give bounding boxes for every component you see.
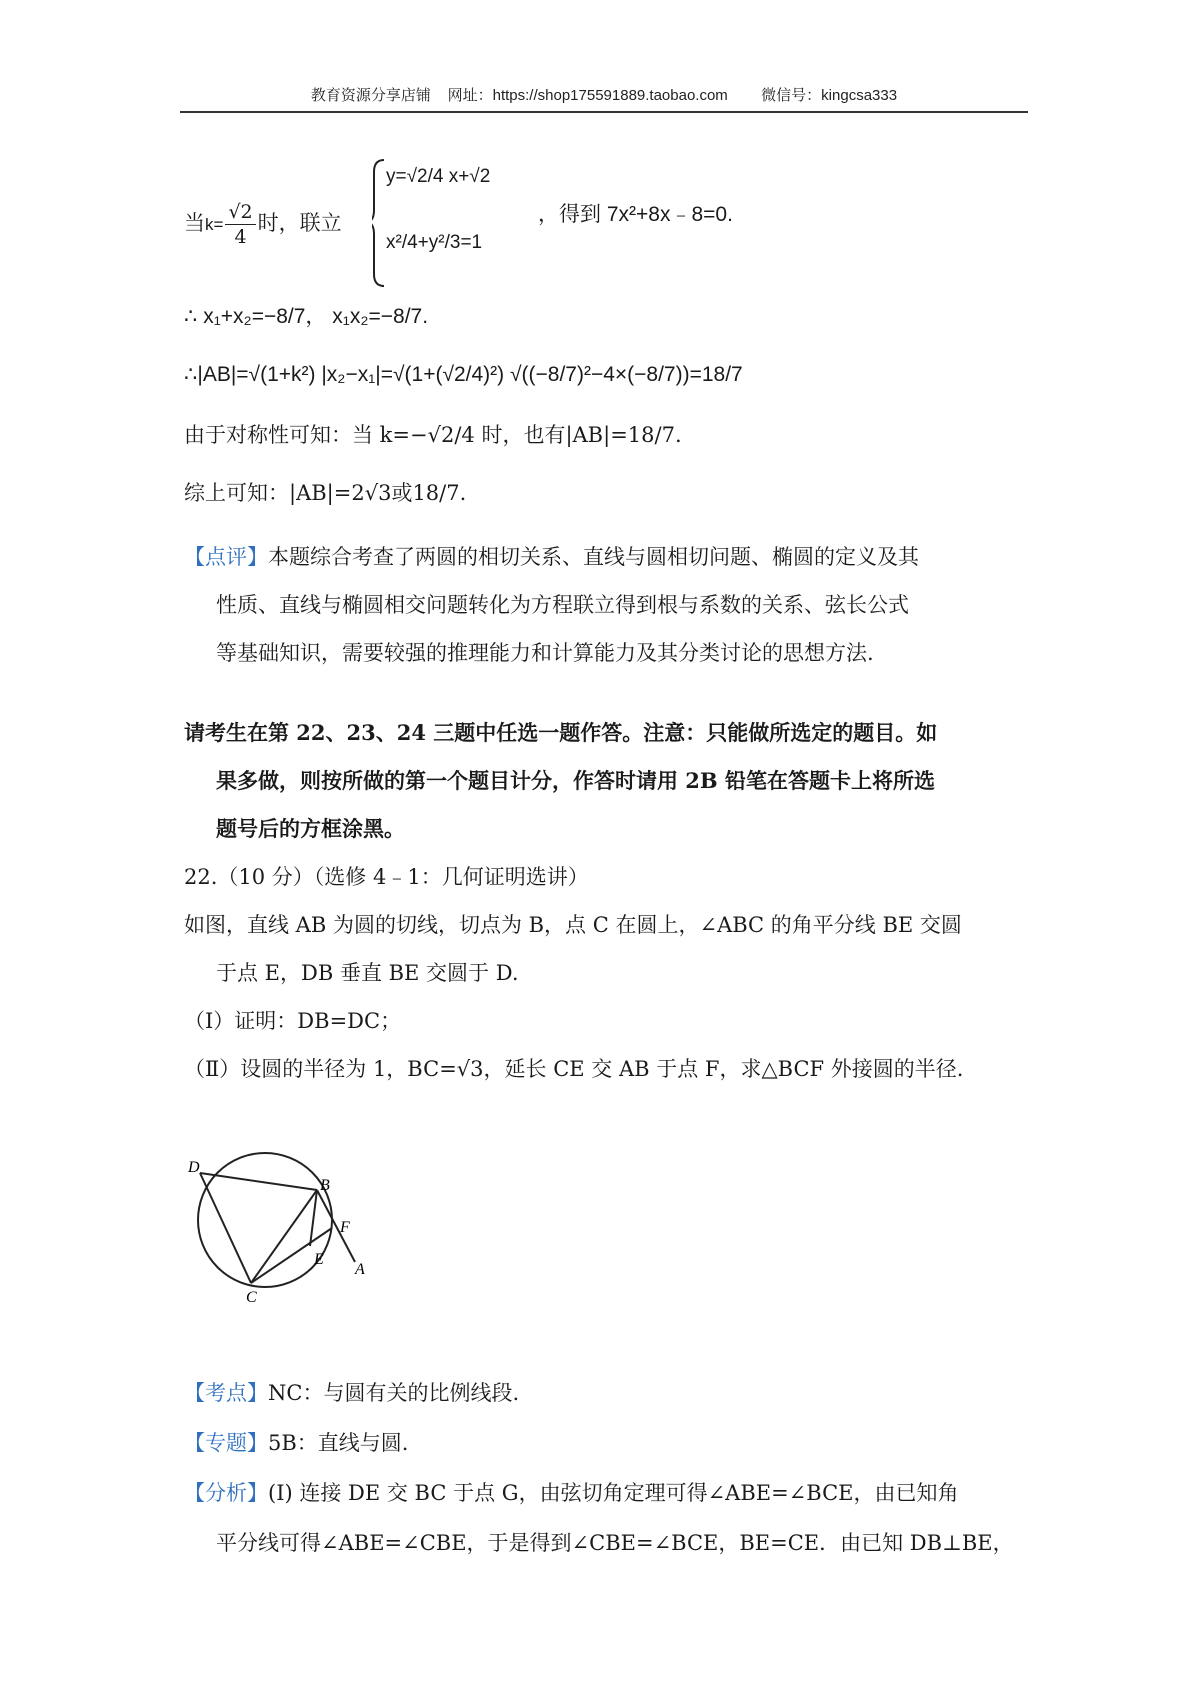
label-D: D [188,1159,200,1176]
comment-line-2: 性质、直线与椭圆相交问题转化为方程联立得到根与系数的关系、弦长公式 [216,593,909,617]
circle [198,1153,332,1287]
problem-stem-2: 于点 E，DB 垂直 BE 交圆于 D. [216,961,519,985]
header-divider [180,111,1028,113]
wechat-label: 微信号： [761,87,822,104]
zhuanti-tag: 【专题】 [184,1431,268,1455]
frac-num: √2 [225,200,255,225]
segment-DB [200,1173,317,1190]
text-when: 当 [184,211,205,235]
problem-title: 22.（10 分）（选修 4﹣1：几何证明选讲） [184,865,589,889]
fenxi-text-1: (Ⅰ) 连接 DE 交 BC 于点 G，由弦切角定理可得∠ABE=∠BCE，由已知角 [268,1481,959,1505]
comment-line-3: 等基础知识，需要较强的推理能力和计算能力及其分类讨论的思想方法. [216,641,874,665]
system-equation-2: x²/4+y²/3=1 [386,232,483,253]
kaodian-line [184,1378,519,1408]
label-A: A [355,1261,365,1278]
site-label: 网址： [447,87,493,104]
zhuanti-text: 5B：直线与圆. [268,1431,409,1455]
circle-tangent-diagram [180,1150,380,1310]
solution-line-1-result: ，得到 7x²+8x﹣8=0. [538,203,733,226]
problem-part-2: （Ⅱ）设圆的半径为 1，BC=√3，延长 CE 交 AB 于点 F，求△BCF 外接圆的半径. [184,1057,964,1081]
equation-system [372,158,532,288]
segment-BC [251,1190,317,1283]
geometry-figure [180,1150,380,1310]
fraction-root2-over-4 [225,200,255,249]
solution-line-3: ∴|AB|=√(1+k²) |x₂−x₁|=√(1+(√2/4)²) √((−8/7)²−4×(−8/7))=18/7 [184,363,743,386]
kaodian-tag: 【考点】 [184,1381,268,1405]
notice-line-3: 题号后的方框涂黑。 [216,816,405,841]
comment-tag: 【点评】 [184,545,268,569]
notice-line-2: 果多做，则按所做的第一个题目计分，作答时请用 2B 铅笔在答题卡上将所选 [216,768,935,793]
fenxi-tag: 【分析】 [184,1481,268,1505]
solution-line-4: 由于对称性可知：当 k=−√2/4 时，也有|AB|=18/7. [184,423,682,447]
problem-part-1: （Ⅰ）证明：DB=DC； [184,1009,402,1033]
shop-name: 教育资源分享店铺 [310,87,431,104]
kaodian-text: NC：与圆有关的比例线段. [268,1381,520,1405]
comment-line-1 [184,542,919,572]
label-B: B [320,1177,330,1194]
wechat-id: kingcsa333 [821,87,898,104]
solution-line-1 [184,200,342,249]
label-F: F [340,1219,350,1236]
solution-line-5: 综上可知：|AB|=2√3或18/7. [184,481,467,505]
label-C: C [246,1289,257,1306]
comment-text-1: 本题综合考查了两圆的相切关系、直线与圆相切问题、椭圆的定义及其 [268,545,919,569]
site-url[interactable]: https://shop175591889.taobao.com [492,87,728,104]
segment-DC [200,1173,251,1283]
frac-den: 4 [234,226,247,248]
page-header [180,84,1028,112]
notice-line-1: 请考生在第 22、23、24 三题中任选一题作答。注意：只能做所选定的题目。如 [184,720,938,745]
k-label: k= [205,215,224,234]
fenxi-line-2: 平分线可得∠ABE=∠CBE，于是得到∠CBE=∠BCE，BE=CE．由已知 DB⊥BE， [216,1531,1014,1555]
text-simultaneous: 时，联立 [257,211,342,235]
system-equation-1: y=√2/4 x+√2 [386,166,491,187]
solution-line-2: ∴ x₁+x₂=−8/7， x₁x₂=−8/7. [184,305,429,328]
problem-stem-1: 如图，直线 AB 为圆的切线，切点为 B，点 C 在圆上，∠ABC 的角平分线 BE 交圆 [184,913,962,937]
fenxi-line-1 [184,1478,959,1508]
zhuanti-line [184,1428,408,1458]
label-E: E [314,1251,324,1268]
